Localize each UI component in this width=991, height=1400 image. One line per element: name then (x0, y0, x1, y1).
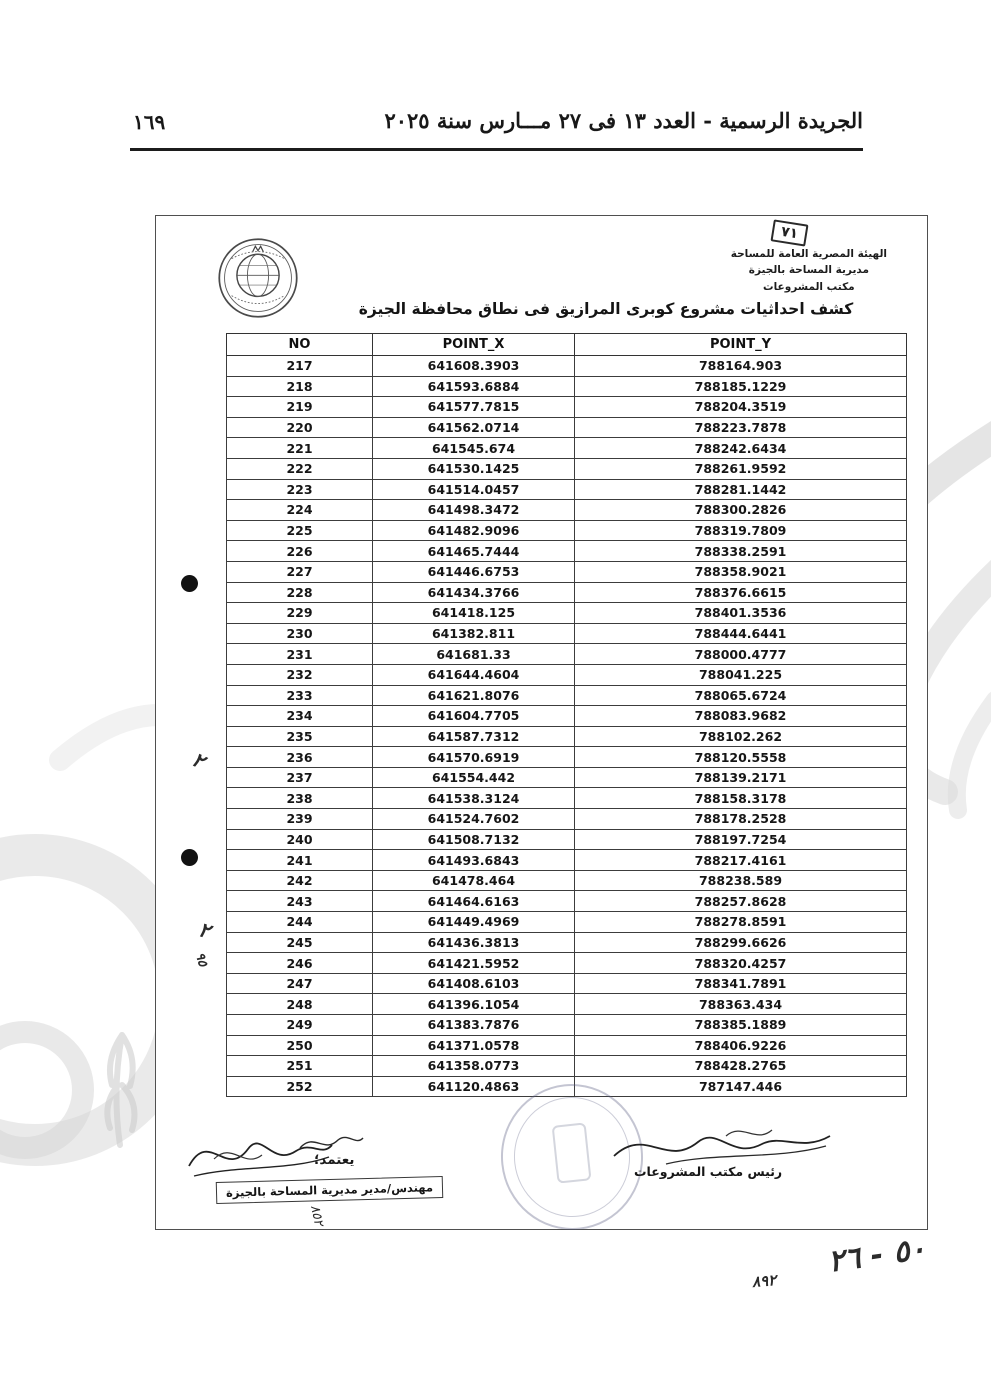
table-row (227, 520, 907, 541)
table-cell: 641464.6163 (373, 891, 575, 912)
handwritten-margin-note: ٩٥ (191, 950, 211, 969)
table-cell: 788238.589 (575, 870, 907, 891)
table-row (227, 726, 907, 747)
table-cell: 233 (227, 685, 373, 706)
table-cell: 788299.6626 (575, 932, 907, 953)
table-cell: 220 (227, 417, 373, 438)
table-cell: 641493.6843 (373, 850, 575, 871)
table-cell: 788217.4161 (575, 850, 907, 871)
table-cell: 641593.6884 (373, 376, 575, 397)
table-cell: 788041.225 (575, 664, 907, 685)
punch-hole (181, 849, 198, 866)
table-cell: 641446.6753 (373, 561, 575, 582)
handwritten-corner-mark: ٧١ (770, 219, 808, 246)
table-cell: 239 (227, 809, 373, 830)
table-cell: 641545.674 (373, 438, 575, 459)
table-row (227, 685, 907, 706)
table-row (227, 644, 907, 665)
table-cell: 788300.2826 (575, 500, 907, 521)
table-cell: 641498.3472 (373, 500, 575, 521)
table-cell: 641570.6919 (373, 747, 575, 768)
table-row (227, 356, 907, 377)
table-cell: 788444.6441 (575, 623, 907, 644)
table-cell: 788185.1229 (575, 376, 907, 397)
table-cell: 788223.7878 (575, 417, 907, 438)
table-cell: 641587.7312 (373, 726, 575, 747)
table-row (227, 912, 907, 933)
table-row (227, 870, 907, 891)
agency-line-3: مكتب المشروعات (763, 280, 855, 293)
coords-table-body (227, 356, 907, 1097)
table-row (227, 973, 907, 994)
table-cell: 788428.2765 (575, 1056, 907, 1077)
table-cell: 641562.0714 (373, 417, 575, 438)
table-cell: 788376.6615 (575, 582, 907, 603)
table-cell: 641554.442 (373, 767, 575, 788)
stamp-emblem (552, 1122, 592, 1183)
table-cell: 788401.3536 (575, 603, 907, 624)
table-cell: 641621.8076 (373, 685, 575, 706)
table-cell: 788158.3178 (575, 788, 907, 809)
table-cell: 641408.6103 (373, 973, 575, 994)
table-cell: 248 (227, 994, 373, 1015)
table-cell: 252 (227, 1076, 373, 1097)
table-cell: 238 (227, 788, 373, 809)
table-cell: 249 (227, 1015, 373, 1036)
table-cell: 641608.3903 (373, 356, 575, 377)
table-row (227, 397, 907, 418)
table-row (227, 582, 907, 603)
table-row (227, 809, 907, 830)
table-cell: 219 (227, 397, 373, 418)
table-cell: 641514.0457 (373, 479, 575, 500)
table-row (227, 603, 907, 624)
table-cell: 788083.9682 (575, 706, 907, 727)
table-cell: 788341.7891 (575, 973, 907, 994)
page-number: ١٦٩ (133, 110, 166, 134)
table-cell: 641465.7444 (373, 541, 575, 562)
column-header: POINT_X (373, 334, 575, 356)
table-cell: 226 (227, 541, 373, 562)
table-cell: 224 (227, 500, 373, 521)
table-row (227, 829, 907, 850)
approval-word: يعتمد؛ (314, 1152, 355, 1168)
table-cell: 788242.6434 (575, 438, 907, 459)
table-cell: 243 (227, 891, 373, 912)
scanned-document (155, 215, 928, 1230)
table-cell: 232 (227, 664, 373, 685)
table-cell: 641604.7705 (373, 706, 575, 727)
table-cell: 788338.2591 (575, 541, 907, 562)
table-row (227, 994, 907, 1015)
table-row (227, 706, 907, 727)
table-cell: 641120.4863 (373, 1076, 575, 1097)
table-cell: 228 (227, 582, 373, 603)
table-cell: 641524.7602 (373, 809, 575, 830)
table-cell: 641383.7876 (373, 1015, 575, 1036)
table-row (227, 623, 907, 644)
table-cell: 245 (227, 932, 373, 953)
document-title: كشف احداثيات مشروع كوبرى المرازيق فى نطاق محافظة الجيزة (358, 300, 854, 318)
handwritten-page-note: ٨٩٢ (751, 1270, 777, 1292)
table-cell: 788358.9021 (575, 561, 907, 582)
table-cell: 788197.7254 (575, 829, 907, 850)
agency-header (731, 246, 887, 295)
table-cell: 217 (227, 356, 373, 377)
table-cell: 240 (227, 829, 373, 850)
column-header: NO (227, 334, 373, 356)
table-cell: 788139.2171 (575, 767, 907, 788)
table-cell: 221 (227, 438, 373, 459)
table-cell: 236 (227, 747, 373, 768)
table-row (227, 664, 907, 685)
table-cell: 229 (227, 603, 373, 624)
handwritten-note: ٨٥٢ (306, 1203, 326, 1228)
coords-table-head-row (227, 334, 907, 356)
table-cell: 247 (227, 973, 373, 994)
table-cell: 788363.434 (575, 994, 907, 1015)
table-cell: 218 (227, 376, 373, 397)
table-cell: 788178.2528 (575, 809, 907, 830)
gazette-header-title: الجريدة الرسمية - العدد ١٣ فى ٢٧ مـــارس سنة ٢٠٢٥ (384, 108, 863, 133)
table-cell: 641530.1425 (373, 458, 575, 479)
agency-line-1: الهيئة المصرية العامة للمساحة (730, 248, 887, 260)
table-cell: 787147.446 (575, 1076, 907, 1097)
table-row (227, 561, 907, 582)
table-cell: 788102.262 (575, 726, 907, 747)
table-row (227, 500, 907, 521)
table-row (227, 953, 907, 974)
table-cell: 788000.4777 (575, 644, 907, 665)
table-row (227, 1035, 907, 1056)
coordinates-table (226, 333, 907, 1097)
table-row (227, 541, 907, 562)
table-cell: 641577.7815 (373, 397, 575, 418)
table-cell: 788261.9592 (575, 458, 907, 479)
table-row (227, 1056, 907, 1077)
table-cell: 641436.3813 (373, 932, 575, 953)
table-cell: 641434.3766 (373, 582, 575, 603)
table-row (227, 767, 907, 788)
table-cell: 788065.6724 (575, 685, 907, 706)
table-cell: 641418.125 (373, 603, 575, 624)
table-cell: 237 (227, 767, 373, 788)
table-cell: 641449.4969 (373, 912, 575, 933)
approver-title: مهندس/مدير مديرية المساحة بالجيزة (216, 1176, 444, 1204)
agency-line-2: مديرية المساحة بالجيزة (748, 264, 869, 277)
table-cell: 242 (227, 870, 373, 891)
table-cell: 235 (227, 726, 373, 747)
table-row (227, 458, 907, 479)
table-row (227, 1015, 907, 1036)
table-cell: 641371.0578 (373, 1035, 575, 1056)
table-row (227, 747, 907, 768)
column-header: POINT_Y (575, 334, 907, 356)
table-cell: 244 (227, 912, 373, 933)
table-cell: 788406.9226 (575, 1035, 907, 1056)
table-row (227, 850, 907, 871)
table-cell: 234 (227, 706, 373, 727)
table-row (227, 788, 907, 809)
table-cell: 641538.3124 (373, 788, 575, 809)
table-row (227, 479, 907, 500)
table-cell: 225 (227, 520, 373, 541)
table-cell: 788281.1442 (575, 479, 907, 500)
table-cell: 250 (227, 1035, 373, 1056)
table-cell: 788278.8591 (575, 912, 907, 933)
table-cell: 227 (227, 561, 373, 582)
table-row (227, 438, 907, 459)
table-cell: 223 (227, 479, 373, 500)
table-cell: 641478.464 (373, 870, 575, 891)
table-cell: 231 (227, 644, 373, 665)
table-cell: 788319.7809 (575, 520, 907, 541)
table-cell: 641644.4604 (373, 664, 575, 685)
table-cell: 641396.1054 (373, 994, 575, 1015)
punch-hole (181, 575, 198, 592)
table-row (227, 932, 907, 953)
table-cell: 788320.4257 (575, 953, 907, 974)
survey-authority-seal-icon (214, 234, 302, 322)
table-row (227, 376, 907, 397)
table-cell: 641382.811 (373, 623, 575, 644)
table-cell: 641681.33 (373, 644, 575, 665)
table-cell: 230 (227, 623, 373, 644)
handwritten-margin-note: ٢ (196, 917, 213, 943)
table-row (227, 891, 907, 912)
table-cell: 641358.0773 (373, 1056, 575, 1077)
table-row (227, 417, 907, 438)
table-cell: 251 (227, 1056, 373, 1077)
table-cell: 241 (227, 850, 373, 871)
table-cell: 788385.1889 (575, 1015, 907, 1036)
table-cell: 788120.5558 (575, 747, 907, 768)
table-cell: 641508.7132 (373, 829, 575, 850)
table-cell: 788257.8628 (575, 891, 907, 912)
table-cell: 788164.903 (575, 356, 907, 377)
header-divider (130, 148, 863, 151)
handwritten-margin-note: ٢ (188, 746, 209, 774)
table-cell: 222 (227, 458, 373, 479)
handwritten-page-note: ٥٠ - ٢٦ (826, 1231, 928, 1280)
table-cell: 641482.9096 (373, 520, 575, 541)
table-cell: 788204.3519 (575, 397, 907, 418)
table-cell: 246 (227, 953, 373, 974)
table-cell: 641421.5952 (373, 953, 575, 974)
projects-office-head-title: رئيس مكتب المشروعات (634, 1164, 783, 1179)
